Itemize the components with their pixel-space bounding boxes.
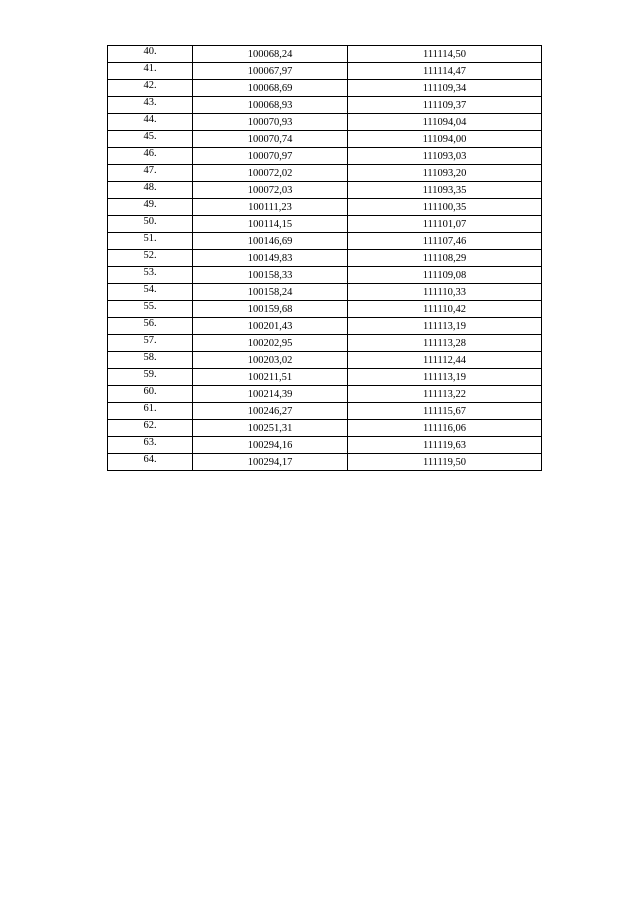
y-coordinate-cell: 111113,19	[348, 369, 542, 386]
y-coordinate-cell: 111115,67	[348, 403, 542, 420]
table-row	[108, 318, 542, 335]
y-coordinate-cell: 111108,29	[348, 250, 542, 267]
table-row	[108, 46, 542, 63]
point-number-cell: 64.	[108, 454, 193, 471]
point-number-cell: 41.	[108, 63, 193, 80]
x-coordinate-cell: 100294,17	[193, 454, 348, 471]
point-number-cell: 43.	[108, 97, 193, 114]
point-number-cell: 54.	[108, 284, 193, 301]
point-number-cell: 60.	[108, 386, 193, 403]
x-coordinate-cell: 100294,16	[193, 437, 348, 454]
table-row	[108, 335, 542, 352]
table-row	[108, 284, 542, 301]
point-number-cell: 49.	[108, 199, 193, 216]
table-row	[108, 386, 542, 403]
point-number-cell: 63.	[108, 437, 193, 454]
y-coordinate-cell: 111110,33	[348, 284, 542, 301]
point-number-cell: 47.	[108, 165, 193, 182]
point-number-cell: 62.	[108, 420, 193, 437]
y-coordinate-cell: 111119,63	[348, 437, 542, 454]
x-coordinate-cell: 100067,97	[193, 63, 348, 80]
x-coordinate-cell: 100070,93	[193, 114, 348, 131]
table-row	[108, 97, 542, 114]
point-number-cell: 42.	[108, 80, 193, 97]
x-coordinate-cell: 100251,31	[193, 420, 348, 437]
y-coordinate-cell: 111113,19	[348, 318, 542, 335]
x-coordinate-cell: 100159,68	[193, 301, 348, 318]
x-coordinate-cell: 100072,02	[193, 165, 348, 182]
point-number-cell: 58.	[108, 352, 193, 369]
y-coordinate-cell: 111094,00	[348, 131, 542, 148]
x-coordinate-cell: 100114,15	[193, 216, 348, 233]
x-coordinate-cell: 100149,83	[193, 250, 348, 267]
table-row	[108, 199, 542, 216]
point-number-cell: 40.	[108, 46, 193, 63]
point-number-cell: 48.	[108, 182, 193, 199]
y-coordinate-cell: 111113,22	[348, 386, 542, 403]
coordinates-table-body	[108, 46, 542, 471]
y-coordinate-cell: 111114,50	[348, 46, 542, 63]
point-number-cell: 53.	[108, 267, 193, 284]
point-number-cell: 61.	[108, 403, 193, 420]
y-coordinate-cell: 111093,03	[348, 148, 542, 165]
point-number-cell: 51.	[108, 233, 193, 250]
table-row	[108, 437, 542, 454]
x-coordinate-cell: 100070,97	[193, 148, 348, 165]
table-row	[108, 148, 542, 165]
y-coordinate-cell: 111110,42	[348, 301, 542, 318]
table-row	[108, 454, 542, 471]
point-number-cell: 52.	[108, 250, 193, 267]
y-coordinate-cell: 111109,37	[348, 97, 542, 114]
y-coordinate-cell: 111093,35	[348, 182, 542, 199]
y-coordinate-cell: 111094,04	[348, 114, 542, 131]
table-row	[108, 182, 542, 199]
table-row	[108, 301, 542, 318]
point-number-cell: 46.	[108, 148, 193, 165]
y-coordinate-cell: 111113,28	[348, 335, 542, 352]
coordinates-table	[107, 45, 542, 471]
point-number-cell: 50.	[108, 216, 193, 233]
point-number-cell: 57.	[108, 335, 193, 352]
table-row	[108, 165, 542, 182]
y-coordinate-cell: 111093,20	[348, 165, 542, 182]
y-coordinate-cell: 111109,08	[348, 267, 542, 284]
x-coordinate-cell: 100068,93	[193, 97, 348, 114]
y-coordinate-cell: 111116,06	[348, 420, 542, 437]
y-coordinate-cell: 111107,46	[348, 233, 542, 250]
table-row	[108, 369, 542, 386]
point-number-cell: 55.	[108, 301, 193, 318]
table-row	[108, 63, 542, 80]
point-number-cell: 45.	[108, 131, 193, 148]
point-number-cell: 44.	[108, 114, 193, 131]
point-number-cell: 56.	[108, 318, 193, 335]
x-coordinate-cell: 100211,51	[193, 369, 348, 386]
table-row	[108, 80, 542, 97]
table-row	[108, 250, 542, 267]
x-coordinate-cell: 100072,03	[193, 182, 348, 199]
table-row	[108, 420, 542, 437]
x-coordinate-cell: 100214,39	[193, 386, 348, 403]
x-coordinate-cell: 100111,23	[193, 199, 348, 216]
y-coordinate-cell: 111112,44	[348, 352, 542, 369]
x-coordinate-cell: 100146,69	[193, 233, 348, 250]
y-coordinate-cell: 111100,35	[348, 199, 542, 216]
x-coordinate-cell: 100068,69	[193, 80, 348, 97]
table-row	[108, 131, 542, 148]
y-coordinate-cell: 111119,50	[348, 454, 542, 471]
x-coordinate-cell: 100246,27	[193, 403, 348, 420]
x-coordinate-cell: 100070,74	[193, 131, 348, 148]
table-row	[108, 352, 542, 369]
y-coordinate-cell: 111101,07	[348, 216, 542, 233]
y-coordinate-cell: 111114,47	[348, 63, 542, 80]
x-coordinate-cell: 100158,24	[193, 284, 348, 301]
table-row	[108, 403, 542, 420]
y-coordinate-cell: 111109,34	[348, 80, 542, 97]
x-coordinate-cell: 100068,24	[193, 46, 348, 63]
point-number-cell: 59.	[108, 369, 193, 386]
x-coordinate-cell: 100202,95	[193, 335, 348, 352]
x-coordinate-cell: 100203,02	[193, 352, 348, 369]
x-coordinate-cell: 100201,43	[193, 318, 348, 335]
table-row	[108, 114, 542, 131]
table-row	[108, 216, 542, 233]
table-row	[108, 233, 542, 250]
x-coordinate-cell: 100158,33	[193, 267, 348, 284]
table-row	[108, 267, 542, 284]
